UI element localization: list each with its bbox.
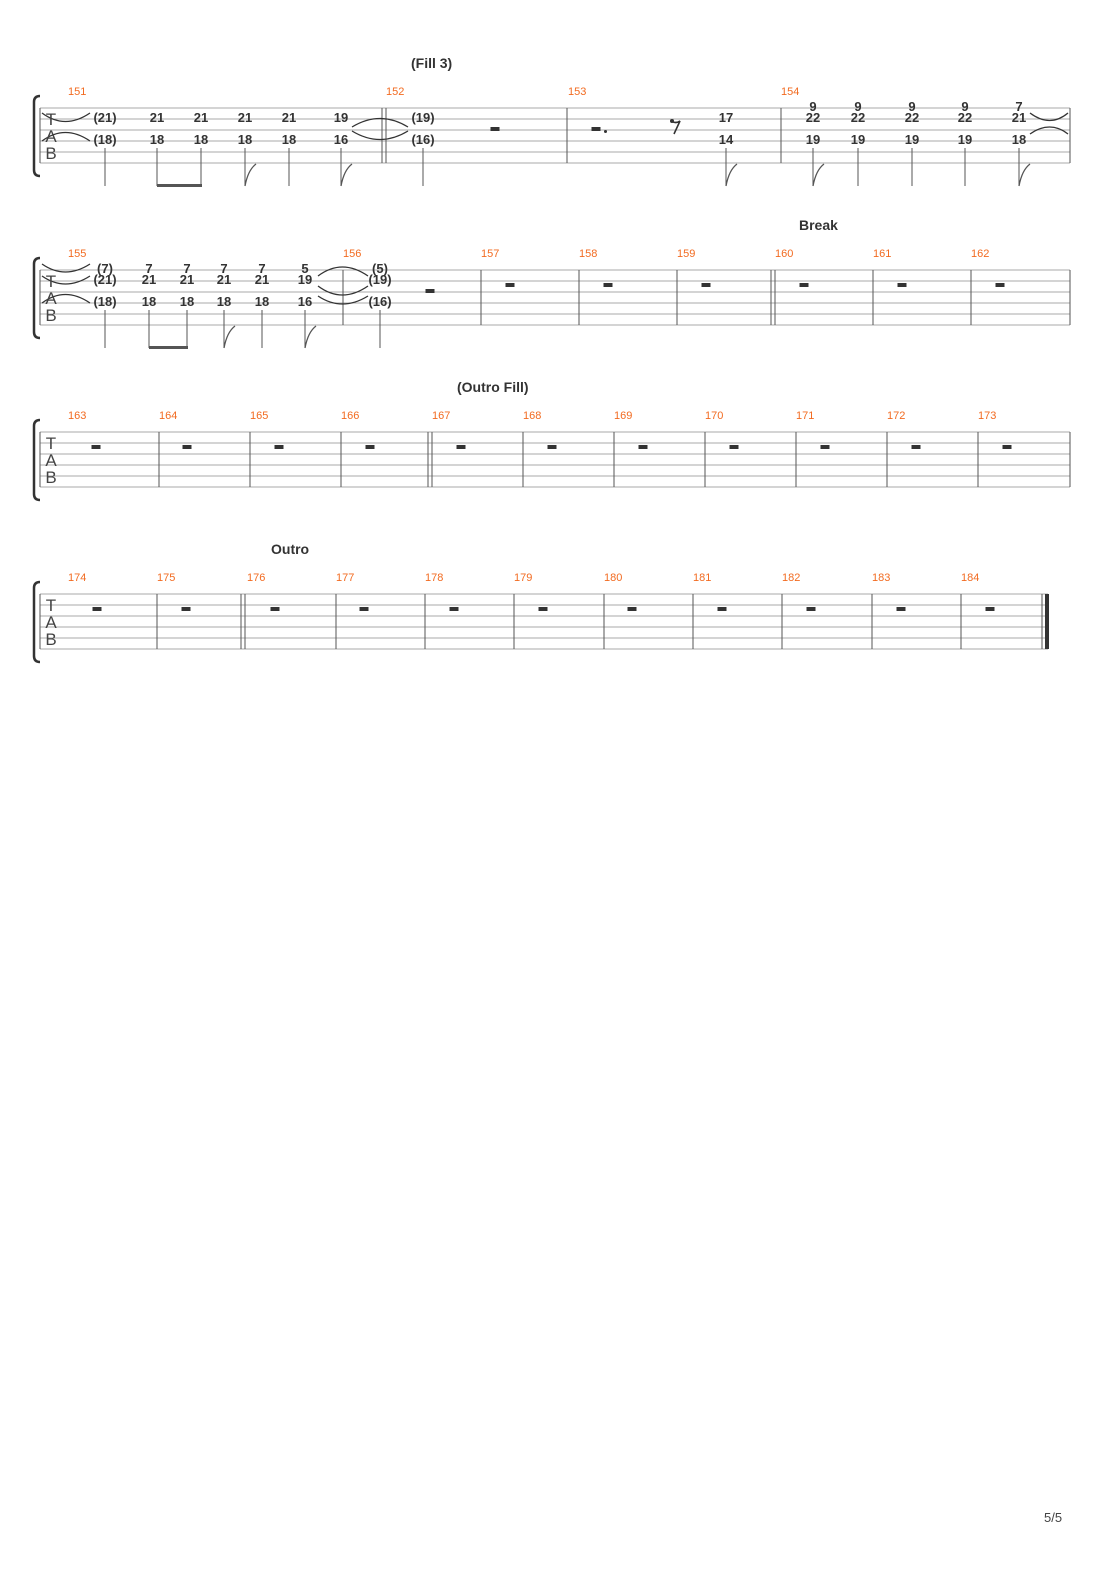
- page-number: 5/5: [1044, 1510, 1063, 1525]
- final-barline: [1045, 594, 1049, 649]
- fret-number: 21: [179, 272, 195, 287]
- fret-number: (5): [372, 261, 388, 276]
- measure-number: 181: [693, 572, 712, 584]
- whole-rest: [718, 607, 727, 611]
- measure-number: 179: [514, 572, 533, 584]
- fret-number: 21: [141, 272, 157, 287]
- fret-number: 7: [220, 261, 228, 276]
- measure-number: 166: [341, 410, 360, 422]
- fret-number: (19): [411, 110, 435, 125]
- fret-number: 16: [297, 294, 313, 309]
- whole-rest: [539, 607, 548, 611]
- fret-number: 7: [1015, 99, 1023, 114]
- measure-number: 151: [68, 86, 87, 98]
- whole-rest: [182, 607, 191, 611]
- section-label: (Fill 3): [411, 55, 453, 71]
- measure-number: 153: [568, 86, 587, 98]
- fret-number: 21: [216, 272, 232, 287]
- fret-number: 18: [193, 132, 209, 147]
- fret-number: 5: [301, 261, 309, 276]
- section-label: (Outro Fill): [457, 379, 529, 395]
- measure-number: 173: [978, 410, 997, 422]
- fret-number: 17: [718, 110, 734, 125]
- measure-number: 156: [343, 248, 362, 260]
- fret-number: 21: [237, 110, 253, 125]
- tab-clef-letter: B: [45, 306, 57, 325]
- measure-number: 155: [68, 248, 87, 260]
- fret-number: 18: [1011, 132, 1027, 147]
- fret-number: 21: [1011, 110, 1027, 125]
- fret-number: 19: [805, 132, 821, 147]
- measure-number: 174: [68, 572, 87, 584]
- fret-number: 9: [908, 99, 916, 114]
- measure-number: 172: [887, 410, 906, 422]
- measure-number: 168: [523, 410, 542, 422]
- whole-rest: [360, 607, 369, 611]
- whole-rest: [807, 607, 816, 611]
- fret-number: 22: [805, 110, 821, 125]
- fret-number: 21: [193, 110, 209, 125]
- tab-clef-letter: B: [45, 468, 57, 487]
- fret-number: 9: [961, 99, 969, 114]
- whole-rest: [271, 607, 280, 611]
- measure-number: 162: [971, 248, 990, 260]
- measure-number: 158: [579, 248, 598, 260]
- fret-number: (18): [93, 294, 117, 309]
- measure-number: 177: [336, 572, 355, 584]
- tab-clef-letter: A: [45, 127, 57, 146]
- fret-number: 22: [904, 110, 920, 125]
- fret-number: 18: [281, 132, 297, 147]
- measure-number: 170: [705, 410, 724, 422]
- fret-number: 7: [145, 261, 153, 276]
- whole-rest: [628, 607, 637, 611]
- fret-number: 7: [183, 261, 191, 276]
- measure-number: 160: [775, 248, 794, 260]
- measure-number: 159: [677, 248, 696, 260]
- fret-number: 18: [141, 294, 157, 309]
- fret-number: 7: [258, 261, 266, 276]
- measure-number: 164: [159, 410, 178, 422]
- tab-clef-letter: A: [45, 289, 57, 308]
- fret-number: (18): [93, 132, 117, 147]
- fret-number: 19: [333, 110, 349, 125]
- fret-number: 18: [179, 294, 195, 309]
- measure-number: 152: [386, 86, 405, 98]
- tab-clef-letter: B: [45, 144, 57, 163]
- measure-number: 182: [782, 572, 801, 584]
- fret-number: 21: [254, 272, 270, 287]
- fret-number: 16: [333, 132, 349, 147]
- fret-number: 9: [809, 99, 817, 114]
- fret-number: (19): [368, 272, 392, 287]
- fret-number: 18: [149, 132, 165, 147]
- measure-number: 171: [796, 410, 815, 422]
- tab-clef-letter: A: [45, 613, 57, 632]
- tab-clef-letter: T: [45, 434, 57, 453]
- whole-rest: [986, 607, 995, 611]
- fret-number: 22: [850, 110, 866, 125]
- tab-clef-letter: T: [45, 596, 57, 615]
- measure-number: 167: [432, 410, 451, 422]
- measure-number: 175: [157, 572, 176, 584]
- measure-number: 163: [68, 410, 87, 422]
- measure-number: 161: [873, 248, 892, 260]
- tab-clef-letter: A: [45, 451, 57, 470]
- measure-number: 178: [425, 572, 444, 584]
- measure-number: 180: [604, 572, 623, 584]
- fret-number: (21): [93, 110, 117, 125]
- fret-number: (16): [411, 132, 435, 147]
- measure-number: 157: [481, 248, 500, 260]
- measure-number: 169: [614, 410, 633, 422]
- fret-number: 19: [850, 132, 866, 147]
- tab-clef-letter: B: [45, 630, 57, 649]
- whole-rest: [93, 607, 102, 611]
- fret-number: 19: [297, 272, 313, 287]
- measure-number: 154: [781, 86, 800, 98]
- fret-number: 21: [281, 110, 297, 125]
- whole-rest: [450, 607, 459, 611]
- fret-number: 18: [237, 132, 253, 147]
- measure-number: 183: [872, 572, 891, 584]
- section-label: Outro: [271, 541, 310, 557]
- tab-clef-letter: T: [45, 272, 57, 291]
- section-label: Break: [799, 217, 838, 233]
- fret-number: 21: [149, 110, 165, 125]
- fret-number: (21): [93, 272, 117, 287]
- measure-number: 176: [247, 572, 266, 584]
- fret-number: 19: [904, 132, 920, 147]
- whole-rest: [897, 607, 906, 611]
- fret-number: 9: [854, 99, 862, 114]
- fret-number: 19: [957, 132, 973, 147]
- measure-number: 165: [250, 410, 269, 422]
- fret-number: 22: [957, 110, 973, 125]
- fret-number: 18: [216, 294, 232, 309]
- fret-number: (16): [368, 294, 392, 309]
- measure-number: 184: [961, 572, 980, 584]
- fret-number: 18: [254, 294, 270, 309]
- fret-number: (7): [97, 261, 113, 276]
- tab-clef-letter: T: [45, 110, 57, 129]
- fret-number: 14: [718, 132, 734, 147]
